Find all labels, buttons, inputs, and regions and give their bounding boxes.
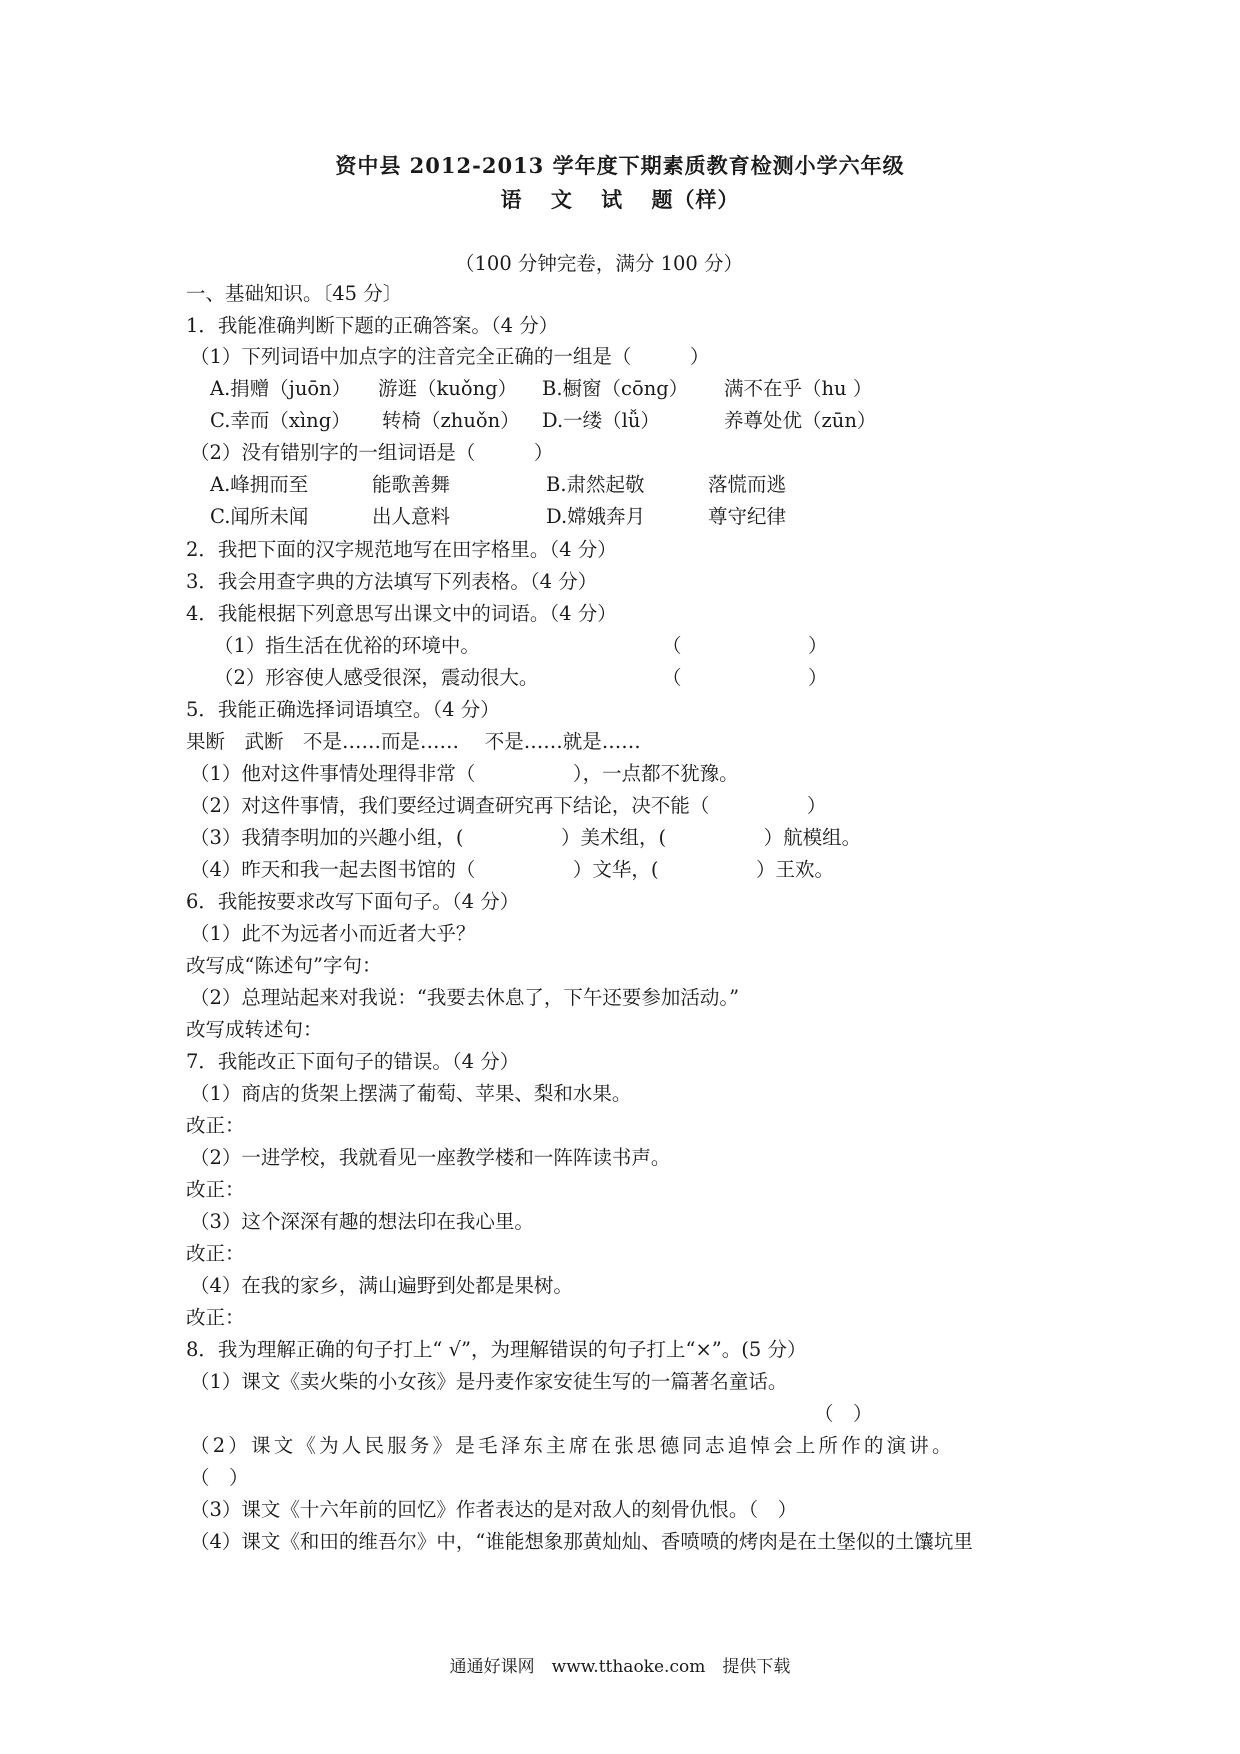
q1-sub1-option-a2: 游逛（kuǒng） xyxy=(378,377,518,400)
q8-item-3: （3）课文《十六年前的回忆》作者表达的是对敌人的刻骨仇恨。（ ） xyxy=(190,1498,798,1521)
q5-item-4: （4）昨天和我一起去图书馆的（ ）文华，( ）王欢。 xyxy=(190,858,835,881)
q6-item-2: （2）总理站起来对我说：“我要去休息了，下午还要参加活动。” xyxy=(190,986,740,1009)
q1-sub2-option-d2: 尊守纪律 xyxy=(708,505,787,528)
q5-item-2: （2）对这件事情，我们要经过调查研究再下结论，决不能（ ） xyxy=(190,794,827,817)
q7-fix-label: 改正： xyxy=(186,1306,245,1329)
subtitle-char: 试 xyxy=(601,187,624,212)
time-note: （100 分钟完卷，满分 100 分） xyxy=(455,252,744,275)
q8-item-2: （2）课文《为人民服务》是毛泽东主席在张思德同志追悼会上所作的演讲。 xyxy=(190,1434,955,1457)
q4-answer-paren-open: （ xyxy=(662,666,682,689)
q5-word-bank: 果断 武断 不是……而是…… 不是……就是…… xyxy=(186,730,641,753)
subtitle-char: 语 xyxy=(500,187,523,212)
q7-item-3: （3）这个深深有趣的想法印在我心里。 xyxy=(190,1210,534,1233)
q6-item-1-task: 改写成“陈述句”字句： xyxy=(186,954,382,977)
q1-sub1-option-d1: D.一缕（lǚ） xyxy=(542,409,660,432)
question-2-stem: 2．我把下面的汉字规范地写在田字格里。（4 分） xyxy=(186,538,617,561)
q8-item-1: （1）课文《卖火柴的小女孩》是丹麦作家安徒生写的一篇著名童话。 xyxy=(190,1370,788,1393)
q7-item-2: （2）一进学校，我就看见一座教学楼和一阵阵读书声。 xyxy=(190,1146,671,1169)
q1-sub2-option-c2: 出人意料 xyxy=(372,505,451,528)
q5-item-3: （3）我猜李明加的兴趣小组，( ）美术组，( ）航模组。 xyxy=(190,826,862,849)
q1-sub1-option-c2: 转椅（zhuǒn） xyxy=(382,409,520,432)
q1-sub1-option-a1: A.捐赠（juōn） xyxy=(210,377,352,400)
subtitle-char: 题（样） xyxy=(651,187,740,212)
q4-item-2: （2）形容使人感受很深，震动很大。 xyxy=(214,666,539,689)
q1-sub2-option-b2: 落慌而逃 xyxy=(708,473,787,496)
subtitle-char: 文 xyxy=(550,187,573,212)
q1-sub1-option-d2: 养尊处优（zūn） xyxy=(724,409,877,432)
question-6-stem: 6．我能按要求改写下面句子。（4 分） xyxy=(186,890,520,913)
question-8-stem: 8．我为理解正确的句子打上“ √”，为理解错误的句子打上“×”。(5 分） xyxy=(186,1338,807,1361)
q7-item-4: （4）在我的家乡，满山遍野到处都是果树。 xyxy=(190,1274,573,1297)
question-7-stem: 7．我能改正下面句子的错误。（4 分） xyxy=(186,1050,520,1073)
q7-fix-label: 改正： xyxy=(186,1114,245,1137)
q1-sub1-stem: （1）下列词语中加点字的注音完全正确的一组是（ ） xyxy=(190,345,710,368)
q8-item-1-answer: （ ） xyxy=(814,1402,873,1425)
q1-sub2-option-d1: D.嫦娥奔月 xyxy=(546,505,646,528)
exam-title: 资中县 2012-2013 学年度下期素质教育检测小学六年级 xyxy=(335,153,905,178)
q4-answer-paren-close: ） xyxy=(808,634,828,657)
question-1-stem: 1．我能准确判断下题的正确答案。（4 分） xyxy=(186,314,559,337)
q1-sub1-option-c1: C.幸而（xìng） xyxy=(210,409,351,432)
question-4-stem: 4．我能根据下列意思写出课文中的词语。（4 分） xyxy=(186,602,617,625)
q1-sub1-option-b2: 满不在乎（hu ） xyxy=(724,377,873,400)
q4-item-1: （1）指生活在优裕的环境中。 xyxy=(214,634,480,657)
q8-item-4: （4）课文《和田的维吾尔》中，“谁能想象那黄灿灿、香喷喷的烤肉是在土堡似的土馕坑里 xyxy=(190,1530,973,1553)
q4-answer-paren-close: ） xyxy=(808,666,828,689)
q7-fix-label: 改正： xyxy=(186,1242,245,1265)
q1-sub2-stem: （2）没有错别字的一组词语是（ ） xyxy=(190,441,554,464)
q1-sub2-option-a1: A.峰拥而至 xyxy=(210,473,309,496)
q5-item-1: （1）他对这件事情处理得非常（ ），一点都不犹豫。 xyxy=(190,762,739,785)
q4-answer-paren-open: （ xyxy=(662,634,682,657)
q6-item-2-task: 改写成转述句： xyxy=(186,1018,323,1041)
question-5-stem: 5．我能正确选择词语填空。（4 分） xyxy=(186,698,500,721)
q1-sub2-option-b1: B.肃然起敬 xyxy=(546,473,645,496)
question-3-stem: 3．我会用查字典的方法填写下列表格。（4 分） xyxy=(186,570,598,593)
q7-item-1: （1）商店的货架上摆满了葡萄、苹果、梨和水果。 xyxy=(190,1082,632,1105)
q8-item-2-answer: （ ） xyxy=(190,1466,249,1489)
q1-sub2-option-c1: C.闻所未闻 xyxy=(210,505,309,528)
q1-sub2-option-a2: 能歌善舞 xyxy=(372,473,451,496)
exam-subtitle xyxy=(0,184,1240,214)
q7-fix-label: 改正： xyxy=(186,1178,245,1201)
section-heading: 一、基础知识。〔45 分〕 xyxy=(186,282,403,305)
q1-sub1-option-b1: B.橱窗（cōng） xyxy=(542,377,689,400)
q6-item-1: （1）此不为远者小而近者大乎？ xyxy=(190,922,476,945)
page-footer: 通通好课网 www.tthaoke.com 提供下载 xyxy=(449,1657,791,1677)
